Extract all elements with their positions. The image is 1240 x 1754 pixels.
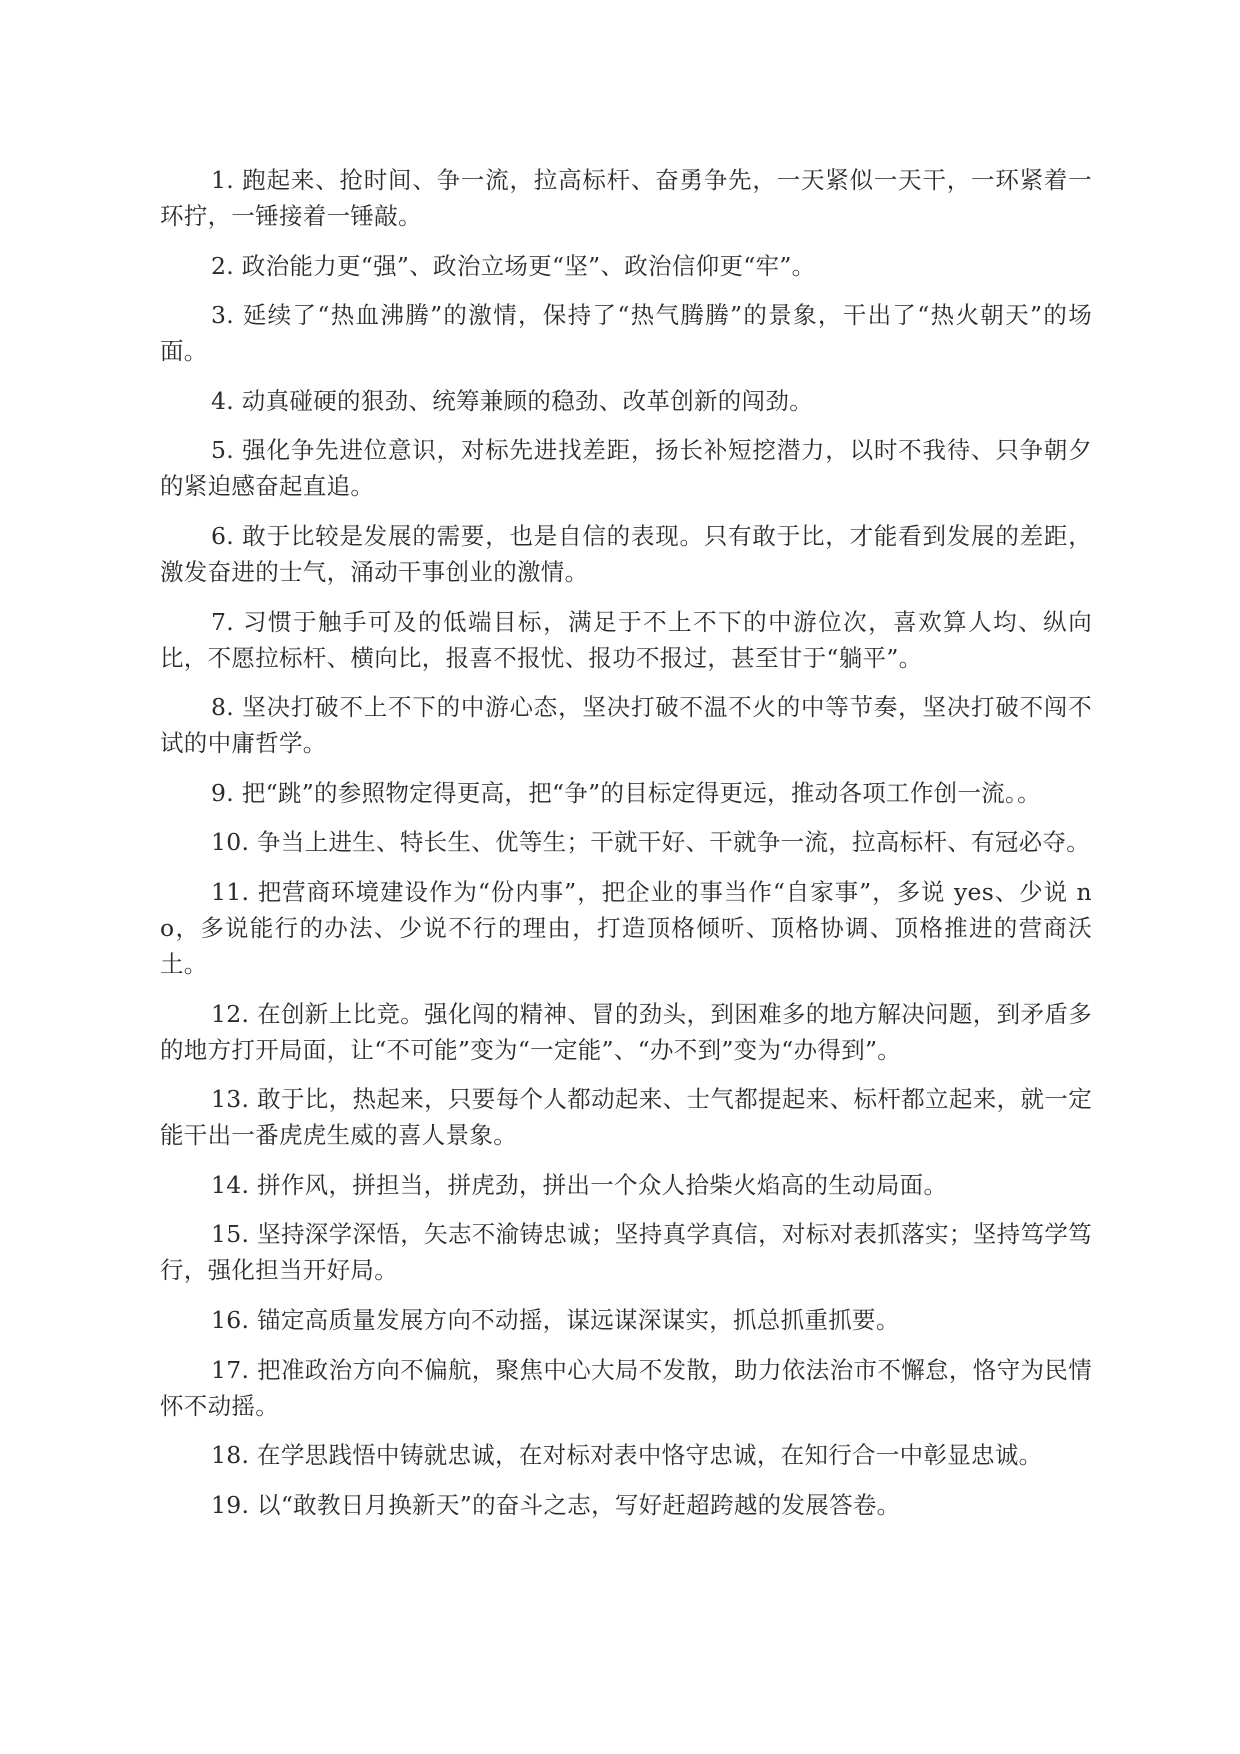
paragraph-19: 19. 以“敢教日月换新天”的奋斗之志，写好赶超跨越的发展答卷。 — [211, 1490, 901, 1519]
paragraph-13: 13. 敢于比，热起来，只要每个人都动起来、士气都提起来、标杆都立起来，就一定能干出一番虎虎生威的喜人景象。 — [160, 1085, 1092, 1150]
paragraph-5: 5. 强化争先进位意识，对标先进找差距，扬长补短挖潜力，以时不我待、只争朝夕的紧迫感奋起直追。 — [160, 436, 1092, 501]
paragraph-4: 4. 动真碰硬的狠劲、统筹兼顾的稳劲、改革创新的闯劲。 — [211, 386, 813, 415]
paragraph-11: 11. 把营商环境建设作为“份内事”，把企业的事当作“自家事”，多说 yes、少说 no，多说能行的办法、少说不行的理由，打造顶格倾听、顶格协调、顶格推进的营商沃土。 — [160, 877, 1092, 978]
paragraph-7: 7. 习惯于触手可及的低端目标，满足于不上不下的中游位次，喜欢算人均、纵向比，不愿拉标杆、横向比，报喜不报忧、报功不报过，甚至甘于“躺平”。 — [160, 607, 1092, 672]
paragraph-9: 9. 把“跳”的参照物定得更高，把“争”的目标定得更远，推动各项工作创一流。。 — [211, 778, 1041, 807]
paragraph-18: 18. 在学思践悟中铸就忠诚，在对标对表中恪守忠诚，在知行合一中彰显忠诚。 — [211, 1441, 1043, 1470]
paragraph-15: 15. 坚持深学深悟，矢志不渝铸忠诚；坚持真学真信，对标对表抓落实；坚持笃学笃行，强化担当开好局。 — [160, 1220, 1092, 1285]
paragraph-10: 10. 争当上进生、特长生、优等生；干就干好、干就争一流，拉高标杆、有冠必夺。 — [211, 828, 1091, 857]
paragraph-16: 16. 锚定高质量发展方向不动摇，谋远谋深谋实，抓总抓重抓要。 — [211, 1305, 900, 1334]
paragraph-12: 12. 在创新上比竞。强化闯的精神、冒的劲头，到困难多的地方解决问题，到矛盾多的地方打开局面，让“不可能”变为“一定能”、“办不到”变为“办得到”。 — [160, 999, 1092, 1064]
paragraph-2: 2. 政治能力更“强”、政治立场更“坚”、政治信仰更“牢”。 — [211, 251, 816, 280]
paragraph-14: 14. 拼作风，拼担当，拼虎劲，拼出一个众人拾柴火焰高的生动局面。 — [211, 1170, 948, 1199]
paragraph-8: 8. 坚决打破不上不下的中游心态，坚决打破不温不火的中等节奏，坚决打破不闯不试的中庸哲学。 — [160, 693, 1092, 758]
paragraph-17: 17. 把准政治方向不偏航，聚焦中心大局不发散，助力依法治市不懈怠，恪守为民情怀不动摇。 — [160, 1355, 1092, 1420]
paragraph-6: 6. 敢于比较是发展的需要，也是自信的表现。只有敢于比，才能看到发展的差距，激发奋进的士气，涌动干事创业的激情。 — [160, 521, 1092, 586]
paragraph-3: 3. 延续了“热血沸腾”的激情，保持了“热气腾腾”的景象，干出了“热火朝天”的场面。 — [160, 301, 1092, 366]
paragraph-1: 1. 跑起来、抢时间、争一流，拉高标杆、奋勇争先，一天紧似一天干，一环紧着一环拧，一锤接着一锤敲。 — [160, 166, 1092, 230]
